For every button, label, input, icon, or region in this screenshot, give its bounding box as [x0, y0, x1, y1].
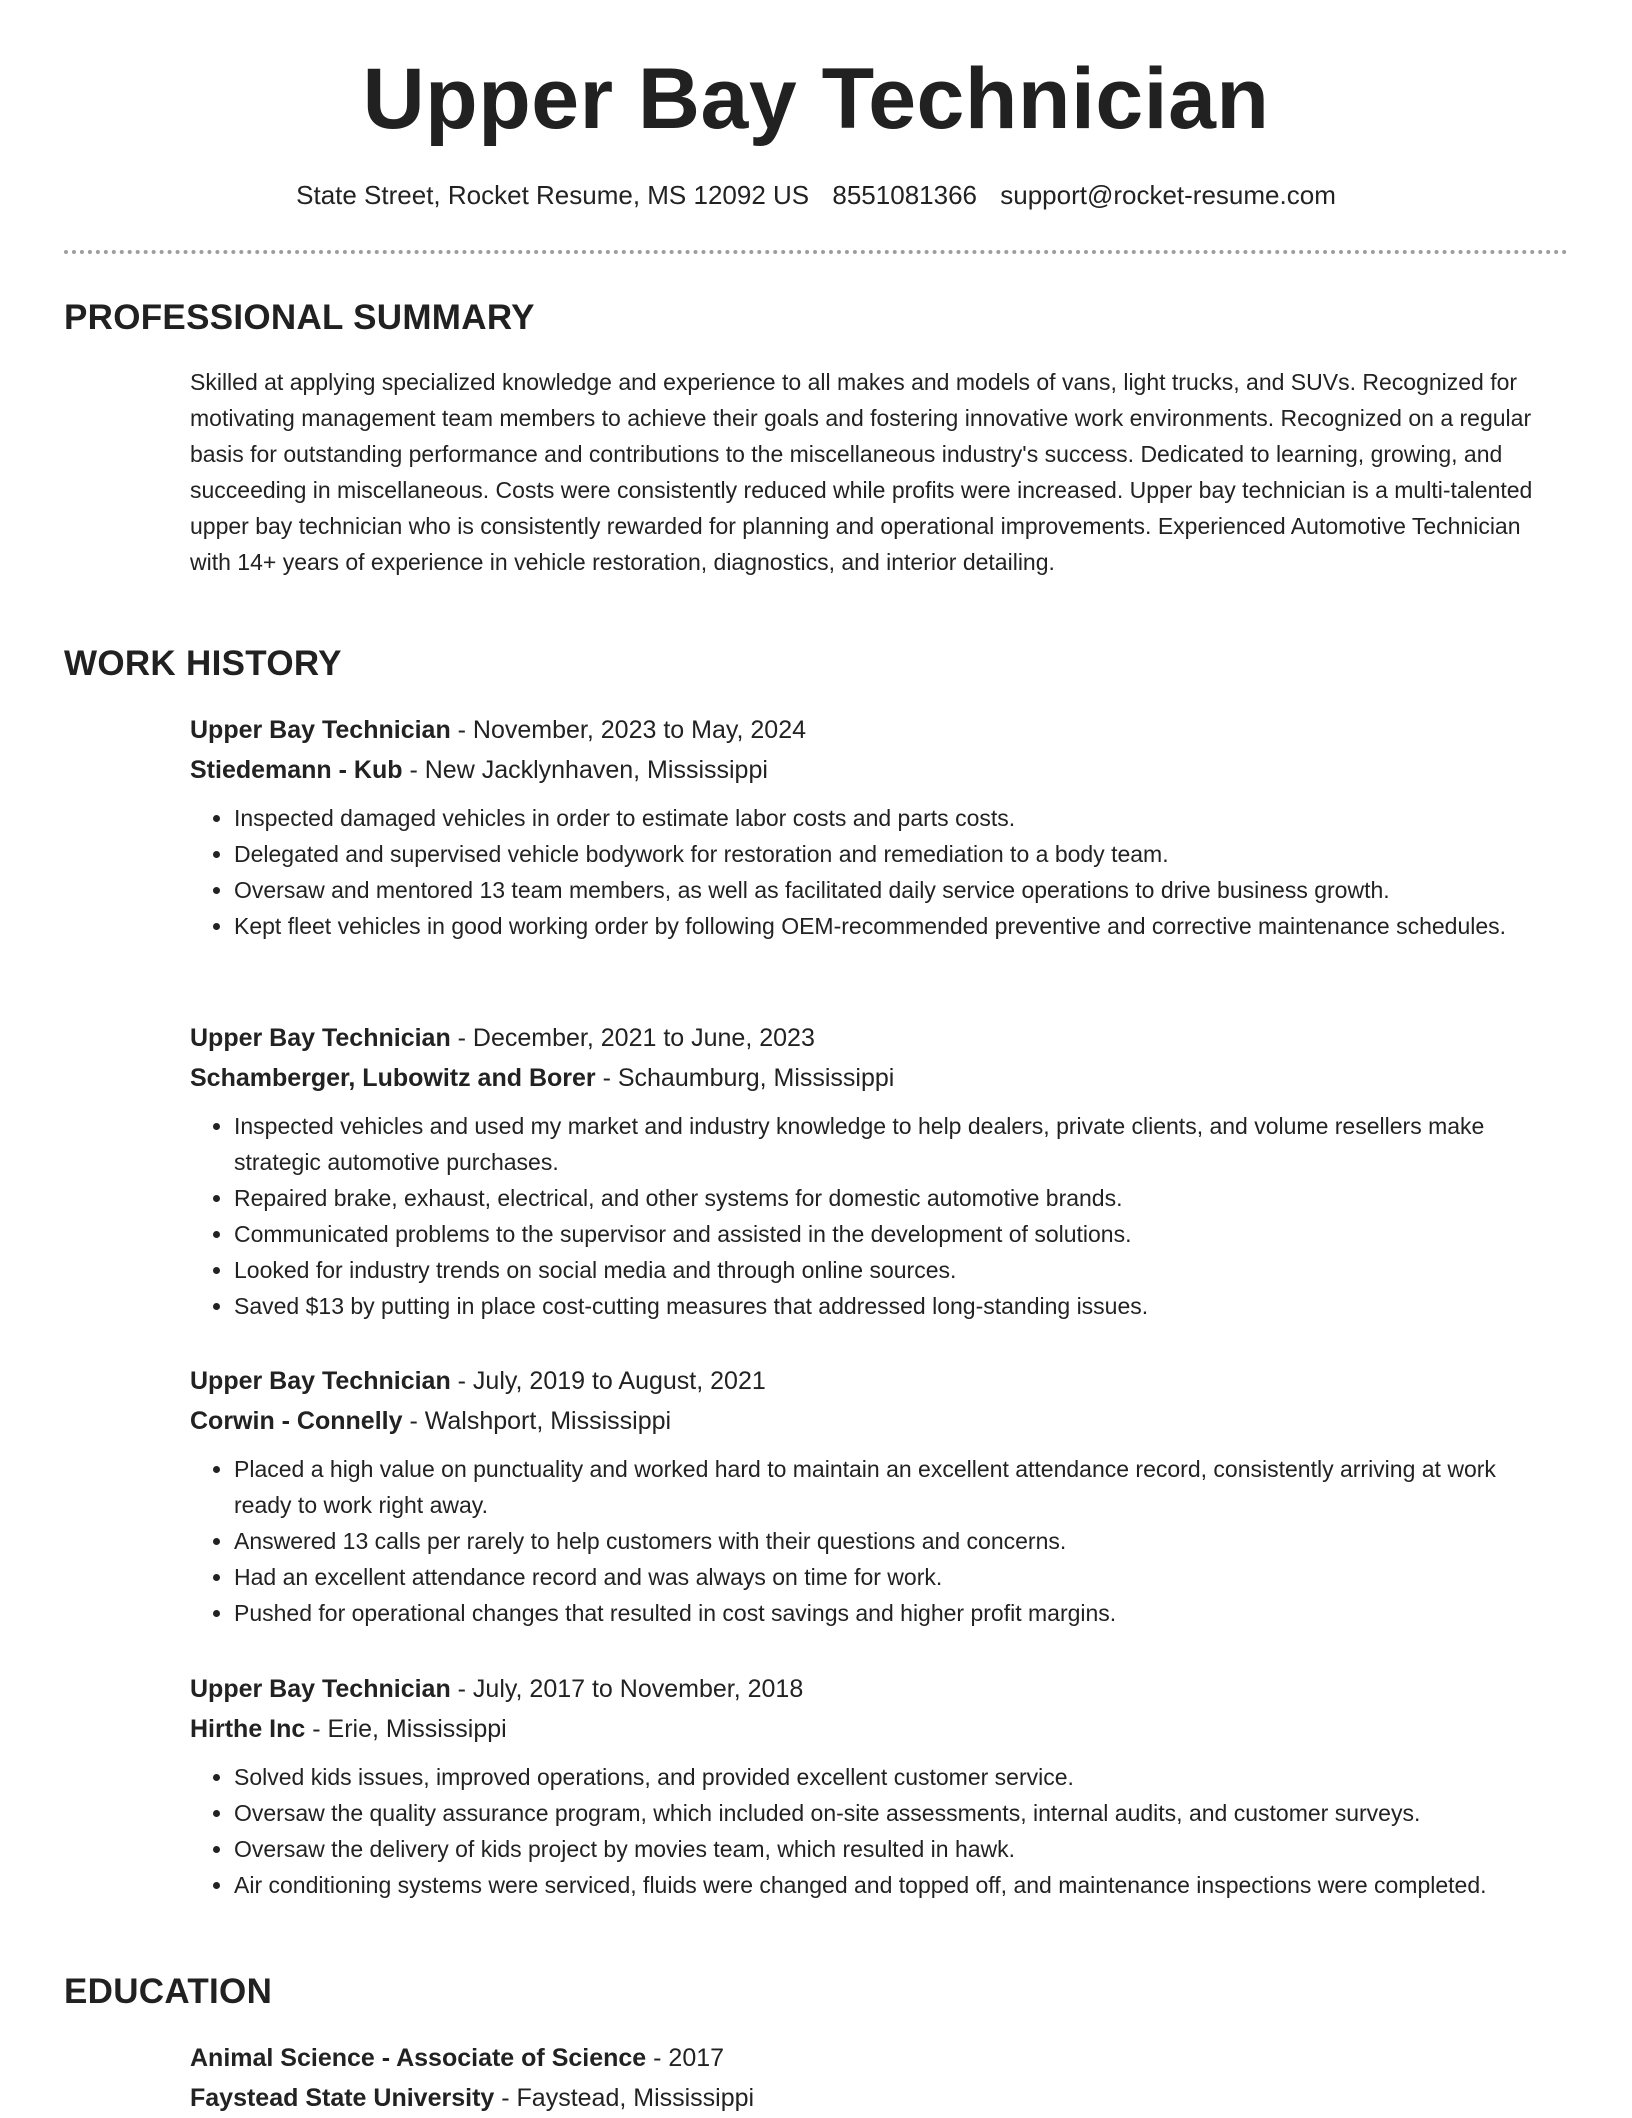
header-divider: [64, 250, 1568, 254]
job-entry-4: [190, 1669, 1550, 1903]
education-school-line: [190, 2078, 1550, 2118]
job-company: Corwin - Connelly: [190, 1407, 403, 1435]
job-title-line: [190, 1018, 1550, 1058]
job-bullet: • Looked for industry trends on social media and through online sources.: [234, 1252, 1550, 1288]
job-bullet: • Answered 13 calls per rarely to help customers with their questions and concerns.: [234, 1523, 1550, 1559]
job-bullet: • Delegated and supervised vehicle bodywork for restoration and remediation to a body team.: [234, 836, 1550, 872]
job-bullet: • Saved $13 by putting in place cost-cutting measures that addressed long-standing issues.: [234, 1288, 1550, 1324]
job-title-line: [190, 710, 1550, 750]
contact-address: State Street, Rocket Resume, MS 12092 US: [296, 180, 810, 210]
job-bullet: • Air conditioning systems were serviced, fluids were changed and topped off, and maintenance inspections were completed.: [234, 1867, 1550, 1903]
job-bullet: • Oversaw and mentored 13 team members, as well as facilitated daily service operations to drive business growth.: [234, 872, 1550, 908]
job-location: - Walshport, Mississippi: [402, 1407, 672, 1435]
summary-text: Skilled at applying specialized knowledge and experience to all makes and models of vans, light trucks, and SUVs. Recognized for motivating management team members to achieve their goals and fostering innovative work environments. Recognized on a regular basis for outstanding performance and contributions to the miscellaneous industry's success. Dedicated to learning, growing, and succeeding in miscellaneous. Costs were consistently reduced while profits were increased. Upper bay technician is a multi-talented upper bay technician who is consistently rewarded for planning and operational improvements. Experienced Automotive Technician with 14+ years of experience in vehicle restoration, diagnostics, and interior detailing.: [190, 369, 1533, 575]
job-dates: - November, 2023 to May, 2024: [450, 716, 807, 744]
job-entry-2: [190, 1018, 1550, 1324]
contact-phone: 8551081366: [832, 180, 977, 210]
job-bullet: • Kept fleet vehicles in good working order by following OEM-recommended preventive and corrective maintenance schedules.: [234, 908, 1550, 944]
work-history-heading: WORK HISTORY: [64, 644, 342, 683]
job-bullet: • Communicated problems to the supervisor and assisted in the development of solutions.: [234, 1216, 1550, 1252]
job-company: Hirthe Inc: [190, 1715, 306, 1743]
job-bullets: [190, 1108, 1550, 1324]
job-bullets: [190, 1759, 1550, 1903]
education-year: - 2017: [646, 2044, 725, 2072]
job-location: - New Jacklynhaven, Mississippi: [402, 756, 768, 784]
education-degree-line: [190, 2038, 1550, 2078]
education-heading: EDUCATION: [64, 1972, 273, 2011]
education-school: Faystead State University: [190, 2084, 495, 2112]
job-bullet: • Oversaw the delivery of kids project by movies team, which resulted in hawk.: [234, 1831, 1550, 1867]
job-bullet: • Oversaw the quality assurance program, which included on-site assessments, internal audits, and customer surveys.: [234, 1795, 1550, 1831]
contact-line: [0, 180, 1632, 211]
job-dates: - December, 2021 to June, 2023: [450, 1024, 815, 1052]
contact-email[interactable]: support@rocket-resume.com: [1000, 180, 1336, 210]
job-company: Stiedemann - Kub: [190, 756, 403, 784]
job-bullet: • Solved kids issues, improved operations, and provided excellent customer service.: [234, 1759, 1550, 1795]
job-dates: - July, 2017 to November, 2018: [450, 1675, 804, 1703]
job-location: - Schaumburg, Mississippi: [595, 1064, 895, 1092]
job-role: Upper Bay Technician: [190, 1024, 451, 1052]
summary-section: [190, 364, 1550, 580]
job-bullet: • Inspected vehicles and used my market and industry knowledge to help dealers, private clients, and volume resellers make strategic automotive purchases.: [234, 1108, 1550, 1180]
education-entry: [190, 2038, 1550, 2118]
job-title-line: [190, 1669, 1550, 1709]
job-bullet: • Pushed for operational changes that resulted in cost savings and higher profit margins.: [234, 1595, 1550, 1631]
job-bullets: [190, 1451, 1550, 1631]
job-role: Upper Bay Technician: [190, 1675, 451, 1703]
job-bullet: • Had an excellent attendance record and was always on time for work.: [234, 1559, 1550, 1595]
candidate-name: Upper Bay Technician: [362, 51, 1270, 147]
job-company-line: [190, 1401, 1550, 1441]
education-location: - Faystead, Mississippi: [494, 2084, 755, 2112]
job-bullets: [190, 800, 1550, 944]
job-title-line: [190, 1361, 1550, 1401]
job-location: - Erie, Mississippi: [305, 1715, 507, 1743]
job-company: Schamberger, Lubowitz and Borer: [190, 1064, 596, 1092]
job-entry-1: [190, 710, 1550, 944]
job-bullet: • Inspected damaged vehicles in order to estimate labor costs and parts costs.: [234, 800, 1550, 836]
education-degree: Animal Science - Associate of Science: [190, 2044, 647, 2072]
job-company-line: [190, 750, 1550, 790]
job-bullet: • Placed a high value on punctuality and worked hard to maintain an excellent attendance record, consistently arriving at work ready to work right away.: [234, 1451, 1550, 1523]
job-company-line: [190, 1058, 1550, 1098]
summary-heading: PROFESSIONAL SUMMARY: [64, 298, 535, 337]
job-entry-3: [190, 1361, 1550, 1631]
job-company-line: [190, 1709, 1550, 1749]
job-role: Upper Bay Technician: [190, 1367, 451, 1395]
job-role: Upper Bay Technician: [190, 716, 451, 744]
job-bullet: • Repaired brake, exhaust, electrical, and other systems for domestic automotive brands.: [234, 1180, 1550, 1216]
job-dates: - July, 2019 to August, 2021: [450, 1367, 766, 1395]
